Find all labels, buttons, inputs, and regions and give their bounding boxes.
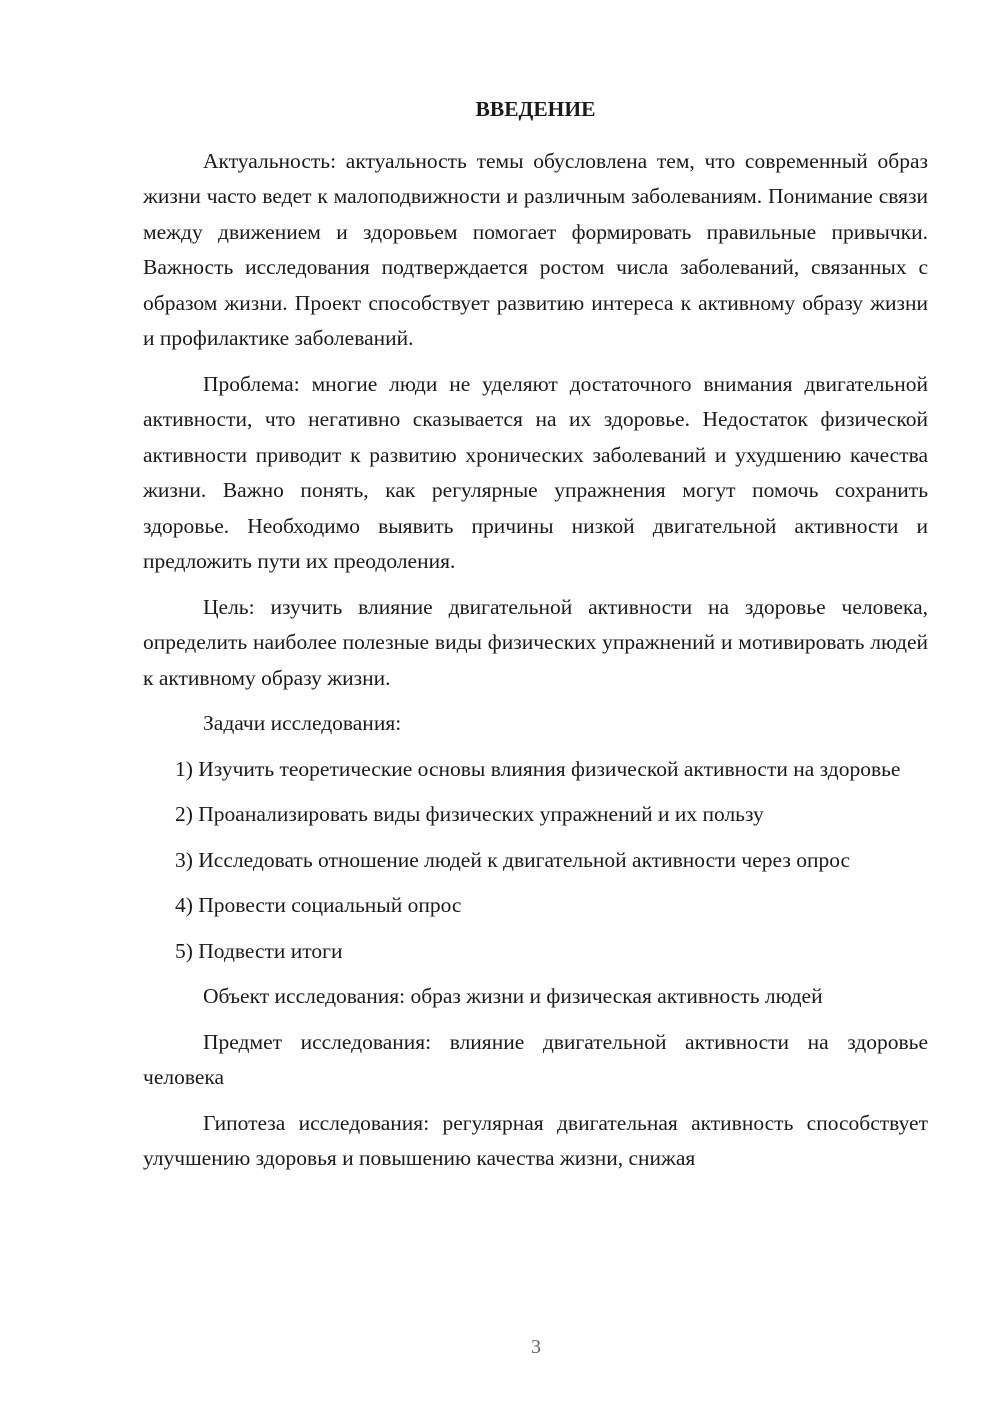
paragraph-problem: Проблема: многие люди не уделяют достаточного внимания двигательной активности, что негативно сказывается на их здоровье. Недостаток физической активности приводит к развитию хронических заболеваний и ухудшению качества жизни. Важно понять, как регулярные упражнения могут помочь сохранить здоровье. Необходимо выявить причины низкой двигательной активности и предложить пути их преодоления.	[143, 371, 928, 573]
paragraph-subject: Предмет исследования: влияние двигательной активности на здоровье человека	[143, 1029, 928, 1089]
task-item: 2) Проанализировать виды физических упражнений и их пользу	[175, 802, 764, 826]
task-item: 5) Подвести итоги	[175, 938, 343, 963]
task-item: 1) Изучить теоретические основы влияния физической активности на здоровье	[175, 756, 901, 781]
paragraph-relevance: Актуальность: актуальность темы обусловлена тем, что современный образ жизни часто ведет к малоподвижности и различным заболеваниям. Понимание связи между движением и здоровьем помогает формировать правильные привычки. Важность исследования подтверждается ростом числа заболеваний, связанных с образом жизни. Проект способствует развитию интереса к активному образу жизни и профилактике заболеваний.	[143, 148, 928, 350]
page-content	[143, 92, 928, 1187]
paragraph-goal: Цель: изучить влияние двигательной активности на здоровье человека, определить наиболее полезные виды физических упражнений и мотивировать людей к активному образу жизни.	[143, 594, 928, 690]
tasks-heading: Задачи исследования:	[203, 711, 402, 735]
page-number: 3	[531, 1336, 541, 1358]
task-item: 4) Провести социальный опрос	[175, 893, 462, 917]
section-title: ВВЕДЕНИЕ	[475, 97, 596, 121]
paragraph-hypothesis: Гипотеза исследования: регулярная двигательная активность способствует улучшению здоровья и повышению качества жизни, снижая	[143, 1110, 928, 1170]
task-item: 3) Исследовать отношение людей к двигательной активности через опрос	[175, 847, 851, 872]
paragraph-object: Объект исследования: образ жизни и физическая активность людей	[203, 984, 823, 1008]
